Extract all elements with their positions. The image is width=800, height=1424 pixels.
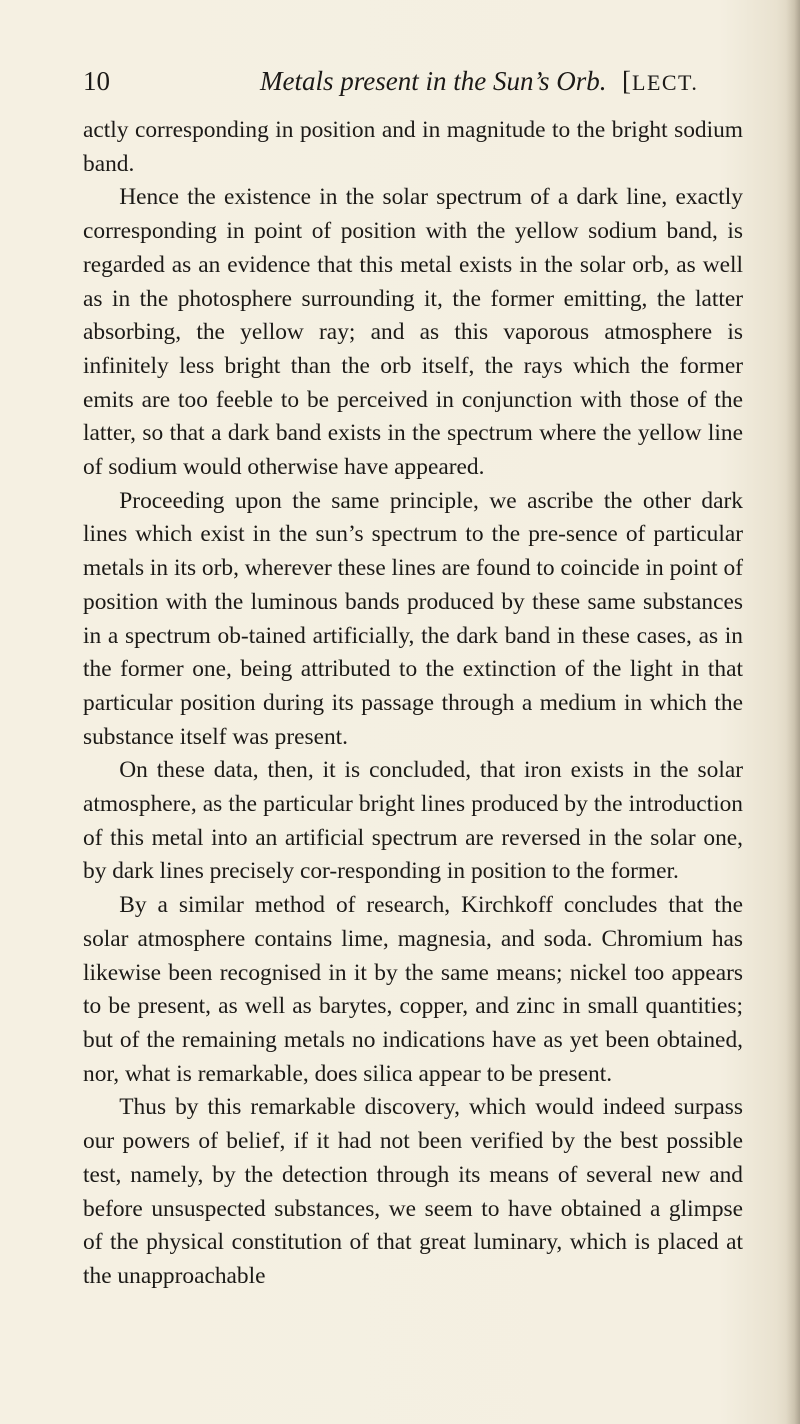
paragraph-discovery: Thus by this remarkable discovery, which would indeed surpass our powers of belief, if it had not been verified by the best possible test, namely, by the detection through its means of several new and before unsuspected substances, we seem to have obtained a glimpse of the physical constitution of that great luminary, which is placed at the unapproachable [83,1094,743,1289]
paragraph-iron: On these data, then, it is concluded, that iron exists in the solar atmosphere, as the particular bright lines produced by the introduction of this metal into an artificial spectrum are reversed in the solar one, by dark lines precisely cor-responding in position to the former. [83,757,743,885]
page-number: 10 [83,66,110,96]
lecture-label: LECT. [632,70,699,95]
page-edge-shadow [786,0,800,1424]
running-title: Metals present in the Sun’s Orb. [260,66,607,96]
paragraph-kirchkoff: By a similar method of research, Kirchkoff concludes that the solar atmosphere contains lime, magnesia, and soda. Chromium has likewise been recognised in it by the same means; nickel too appears to be present, as well as barytes, copper, and zinc in small quantities; but of the remaining metals no indications have as yet been obtained, nor, what is remarkable, does silica appear to be present. [83,892,743,1087]
lecture-bracket: [ [622,66,632,96]
running-header [0,66,800,106]
paragraph-sodium-evidence: Hence the existence in the solar spectrum of a dark line, exactly corresponding in point of position with the yellow sodium band, is regarded as an evidence that this metal exists in the solar orb, as well as in the photosphere surrounding it, the former emitting, the latter absorbing, the yellow ray; and as this vaporous atmosphere is infinitely less bright than the orb itself, the rays which the former emits are too feeble to be perceived in conjunction with those of the latter, so that a dark band exists in the spectrum where the yellow line of sodium would otherwise have appeared. [83,184,743,481]
paragraph-continuation: actly corresponding in position and in magnitude to the bright sodium band. [83,117,743,177]
paragraph-dark-lines: Proceeding upon the same principle, we ascribe the other dark lines which exist in the sun’s spectrum to the pre-sence of particular metals in its orb, wherever these lines are found to coincide in point of position with the luminous bands produced by these same substances in a spectrum ob-tained artificially, the dark band in these cases, as in the former one, being attributed to the extinction of the light in that particular position during its passage through a medium in which the substance itself was present. [83,487,743,750]
body-text [83,114,743,1294]
lecture-marker [622,66,698,97]
